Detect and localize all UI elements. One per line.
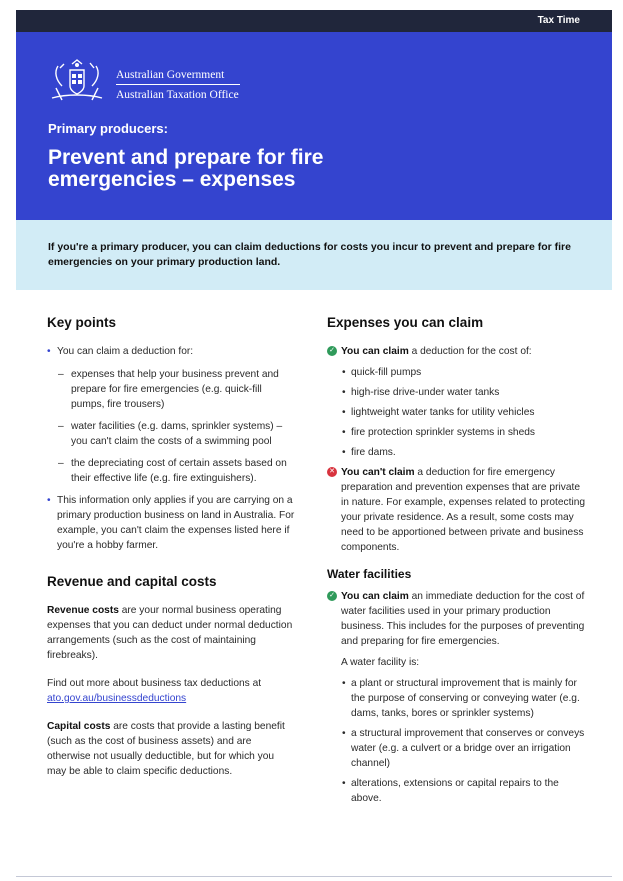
expenses-heading: Expenses you can claim (327, 315, 484, 330)
revenue-heading: Revenue and capital costs (47, 574, 217, 589)
check-icon: ✓ (327, 591, 337, 601)
cant-claim-label: You can't claim (341, 467, 415, 478)
water-claim-block (327, 589, 587, 806)
brand-divider (116, 84, 240, 85)
water-facility-list (341, 676, 587, 806)
list-item: • alterations, extensions or capital repairs to the above. (341, 776, 587, 806)
key-points-heading: Key points (47, 315, 117, 330)
cross-icon: ✕ (327, 467, 337, 477)
water-facilities-heading: Water facilities (327, 567, 412, 581)
subtitle: Primary producers: (48, 121, 168, 136)
right-column (327, 314, 587, 811)
coat-of-arms-icon (48, 58, 106, 104)
list-item: • lightweight water tanks for utility vehicles (341, 405, 587, 420)
capital-costs-definition: are costs that provide a lasting benefit (such as the cost of business assets) and are otherwise not usually deductible, but for which you may be able to claim specific deductions. (47, 721, 285, 777)
claimable-items (341, 365, 587, 460)
water-claim-label: You can claim (341, 591, 409, 602)
list-item: – the depreciating cost of certain assets based on their effective life (e.g. fire extinguishers). (57, 456, 295, 486)
check-icon: ✓ (327, 346, 337, 356)
page-title: Prevent and prepare for fire emergencies – expenses (48, 146, 324, 191)
water-facility-lead: A water facility is: (341, 657, 420, 668)
more-info-lead: Find out more about business tax deductions at (47, 678, 262, 689)
tax-time-tag: Tax Time (537, 15, 580, 26)
can-claim-block (327, 344, 587, 460)
list-item: • a plant or structural improvement that is mainly for the purpose of conserving or conveying water (e.g. dams, tanks, bores or sprinkler systems) (341, 676, 587, 721)
can-claim-label: You can claim (341, 346, 409, 357)
cant-claim-text: a deduction for fire emergency preparation and prevention expenses that are private in nature. For example, expenses related to protecting your private residence. As a result, some costs may need to be apportioned between private and business components. (341, 467, 586, 553)
key-points-list (47, 344, 295, 553)
agency-line: Australian Taxation Office (116, 89, 239, 101)
revenue-costs-term: Revenue costs (47, 605, 119, 616)
water-claim-text: an immediate deduction for the cost of water facilities used in your primary production business. This includes for the purposes of preventing and preparing for fire emergencies. (341, 591, 585, 647)
list-item (47, 344, 295, 486)
list-item: • high-rise drive-under water tanks (341, 385, 587, 400)
capital-costs-term: Capital costs (47, 721, 111, 732)
business-deductions-link[interactable]: ato.gov.au/businessdeductions (47, 693, 187, 704)
list-item: • a structural improvement that conserves or conveys water (e.g. a culvert or a bridge over an irrigation channel) (341, 726, 587, 771)
list-item: • quick-fill pumps (341, 365, 587, 380)
left-column (47, 314, 295, 779)
revenue-costs-definition: are your normal business operating expenses that you can deduct under normal deduction arrangements (such as the cost of maintaining firebreaks). (47, 605, 293, 661)
cant-claim-block (327, 465, 587, 555)
key-point-text: You can claim a deduction for: (57, 346, 194, 357)
agency-name (116, 68, 240, 102)
top-bar (16, 10, 612, 32)
list-item: • This information only applies if you are carrying on a primary production business on land in Australia. For example, you can't claim the expenses listed here if you're a hobby farmer. (47, 493, 295, 553)
intro-panel (16, 220, 612, 290)
revenue-costs-text (47, 603, 295, 663)
list-item: – expenses that help your business prevent and prepare for fire emergencies (e.g. quick-fill pumps, fire trousers) (57, 367, 295, 412)
can-claim-text: a deduction for the cost of: (408, 346, 532, 357)
intro-text: If you're a primary producer, you can claim deductions for costs you incur to prevent and prepare for fire emergencies on your primary production land. (48, 241, 571, 268)
list-item: – water facilities (e.g. dams, sprinkler systems) – you can't claim the costs of a swimming pool (57, 419, 295, 449)
list-item: • fire protection sprinkler systems in sheds (341, 425, 587, 440)
footer-divider (16, 876, 612, 877)
more-info-text (47, 676, 295, 706)
list-item: • fire dams. (341, 445, 587, 460)
government-name: Australian Government (116, 69, 225, 81)
key-points-sublist (57, 367, 295, 486)
capital-costs-text (47, 719, 295, 779)
hero-banner (16, 32, 612, 220)
